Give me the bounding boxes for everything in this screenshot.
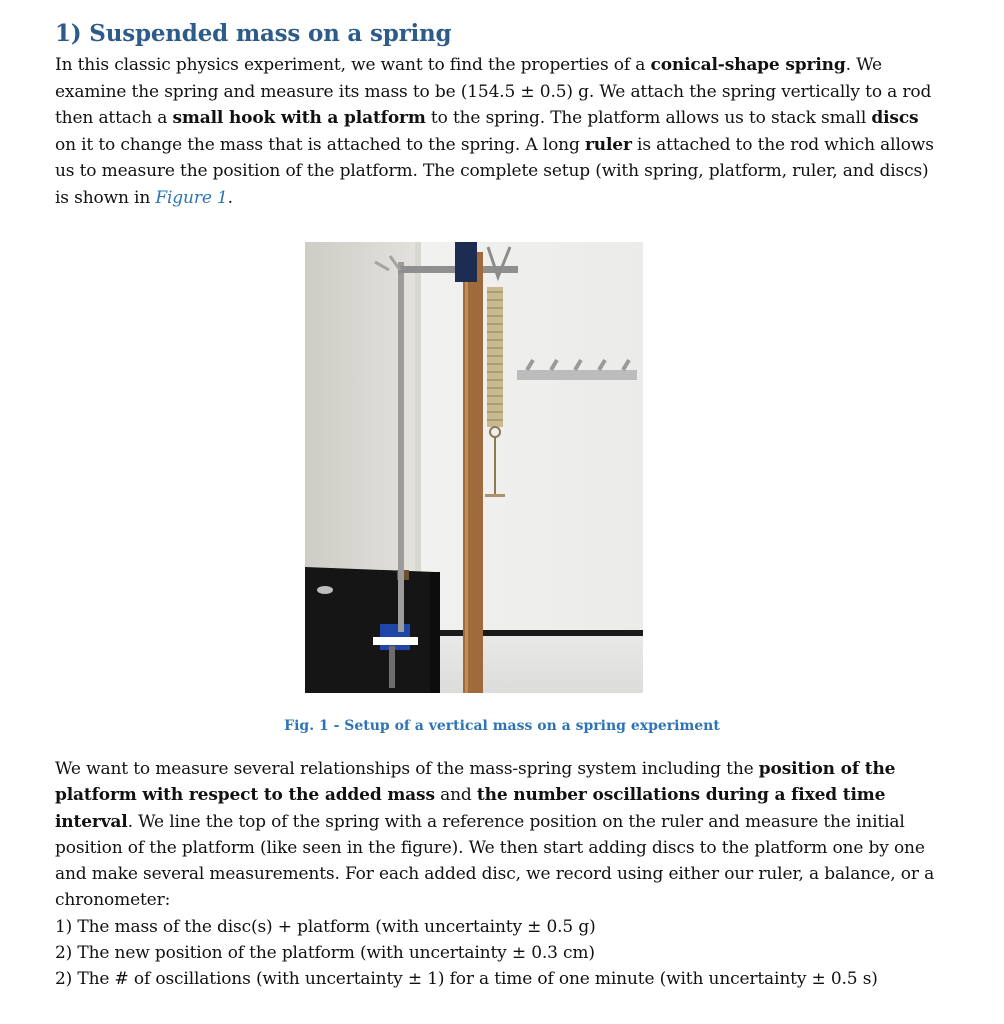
method-text-2: and [434, 785, 477, 806]
figure-1-link[interactable]: Figure 1 [155, 187, 228, 208]
intro-text-1: In this classic physics experiment, we want to find the properties of a [55, 55, 651, 75]
method-text-1: We want to measure several relationships of the mass-spring system including the [55, 759, 759, 779]
figure-caption: Fig. 1 - Setup of a vertical mass on a spring experiment [284, 718, 720, 734]
measurement-item-mass: 1) The mass of the disc(s) + platform (with uncertainty ± 0.5 g) [55, 916, 596, 937]
intro-text-3: to the spring. The platform allows us to stack small [425, 108, 872, 128]
method-bold-position: position of the platform with respect to the added mass [55, 759, 896, 806]
measurement-item-position: 2) The new position of the platform (with uncertainty ± 0.3 cm) [55, 943, 595, 964]
intro-bold-spring: conical-shape spring [650, 55, 846, 75]
intro-bold-discs: discs [871, 108, 919, 128]
intro-text-4: on it to change the mass that is attached to the spring. A long [55, 134, 585, 155]
intro-text-6: . [227, 187, 233, 208]
setup-photo [305, 242, 643, 693]
method-bold-oscillations: the number oscillations during a fixed time interval [55, 785, 886, 832]
intro-text-2: . We examine the spring and measure its mass to be (154.5 ± 0.5) g. We attach the spring vertically to a rod then attach a [55, 55, 932, 128]
method-paragraph [55, 756, 935, 993]
section [55, 18, 935, 211]
section-title: 1) Suspended mass on a spring [55, 20, 452, 47]
measurement-item-oscillations: 2) The # of oscillations (with uncertainty ± 1) for a time of one minute (with uncertainty ± 0.5 s) [55, 969, 878, 990]
intro-bold-ruler: ruler [584, 134, 632, 155]
intro-text-5: is attached to the rod which allows us to measure the position of the platform. The complete setup (with spring, platform, ruler, and discs) is shown in [55, 134, 934, 208]
intro-paragraph [55, 52, 935, 211]
intro-bold-hook: small hook with a platform [172, 108, 426, 128]
method-text [55, 756, 935, 914]
method-text-3: . We line the top of the spring with a reference position on the ruler and measure the initial position of the platform (like seen in the figure). We then start adding discs to the platform one by one and make several measurements. For each added disc, we record using either our ruler, a balance, or a chronometer: [55, 811, 935, 911]
